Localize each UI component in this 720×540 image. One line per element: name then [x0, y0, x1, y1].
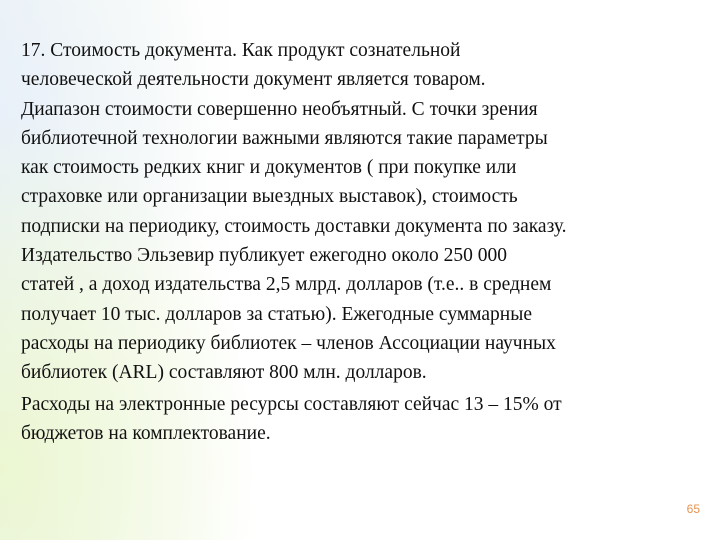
text-line: Расходы на электронные ресурсы составляют сейчас 13 – 15% от [21, 393, 562, 415]
text-line: получает 10 тыс. долларов за статью). Ежегодные суммарные [21, 303, 532, 325]
text-line: 17. Стоимость документа. Как продукт сознательной [21, 40, 461, 61]
text-line: Издательство Эльзевир публикует ежегодно около 250 000 [21, 245, 507, 267]
text-line: бюджетов на комплектование. [21, 422, 271, 444]
text-line: страховке или организации выездных выставок), стоимость [21, 186, 518, 208]
text-line: человеческой деятельности документ является товаром. [21, 69, 486, 91]
slide-body-text [21, 36, 711, 448]
text-line: библиотечной технологии важными являются такие параметры [21, 127, 548, 149]
text-line: как стоимость редких книг и документов ( при покупке или [21, 157, 517, 179]
paragraph-document-cost [21, 36, 711, 388]
paragraph-electronic-resources [21, 390, 711, 449]
text-line: расходы на периодику библиотек – членов Ассоциации научных [21, 332, 556, 354]
page-number: 65 [686, 502, 700, 516]
text-line: библиотек (ARL) составляют 800 млн. долларов. [21, 362, 427, 384]
text-line: подписки на периодику, стоимость доставки документа по заказу. [21, 215, 567, 237]
text-line: статей , а доход издательства 2,5 млрд. долларов (т.е.. в среднем [21, 274, 552, 296]
text-line: Диапазон стоимости совершенно необъятный. С точки зрения [21, 98, 538, 120]
